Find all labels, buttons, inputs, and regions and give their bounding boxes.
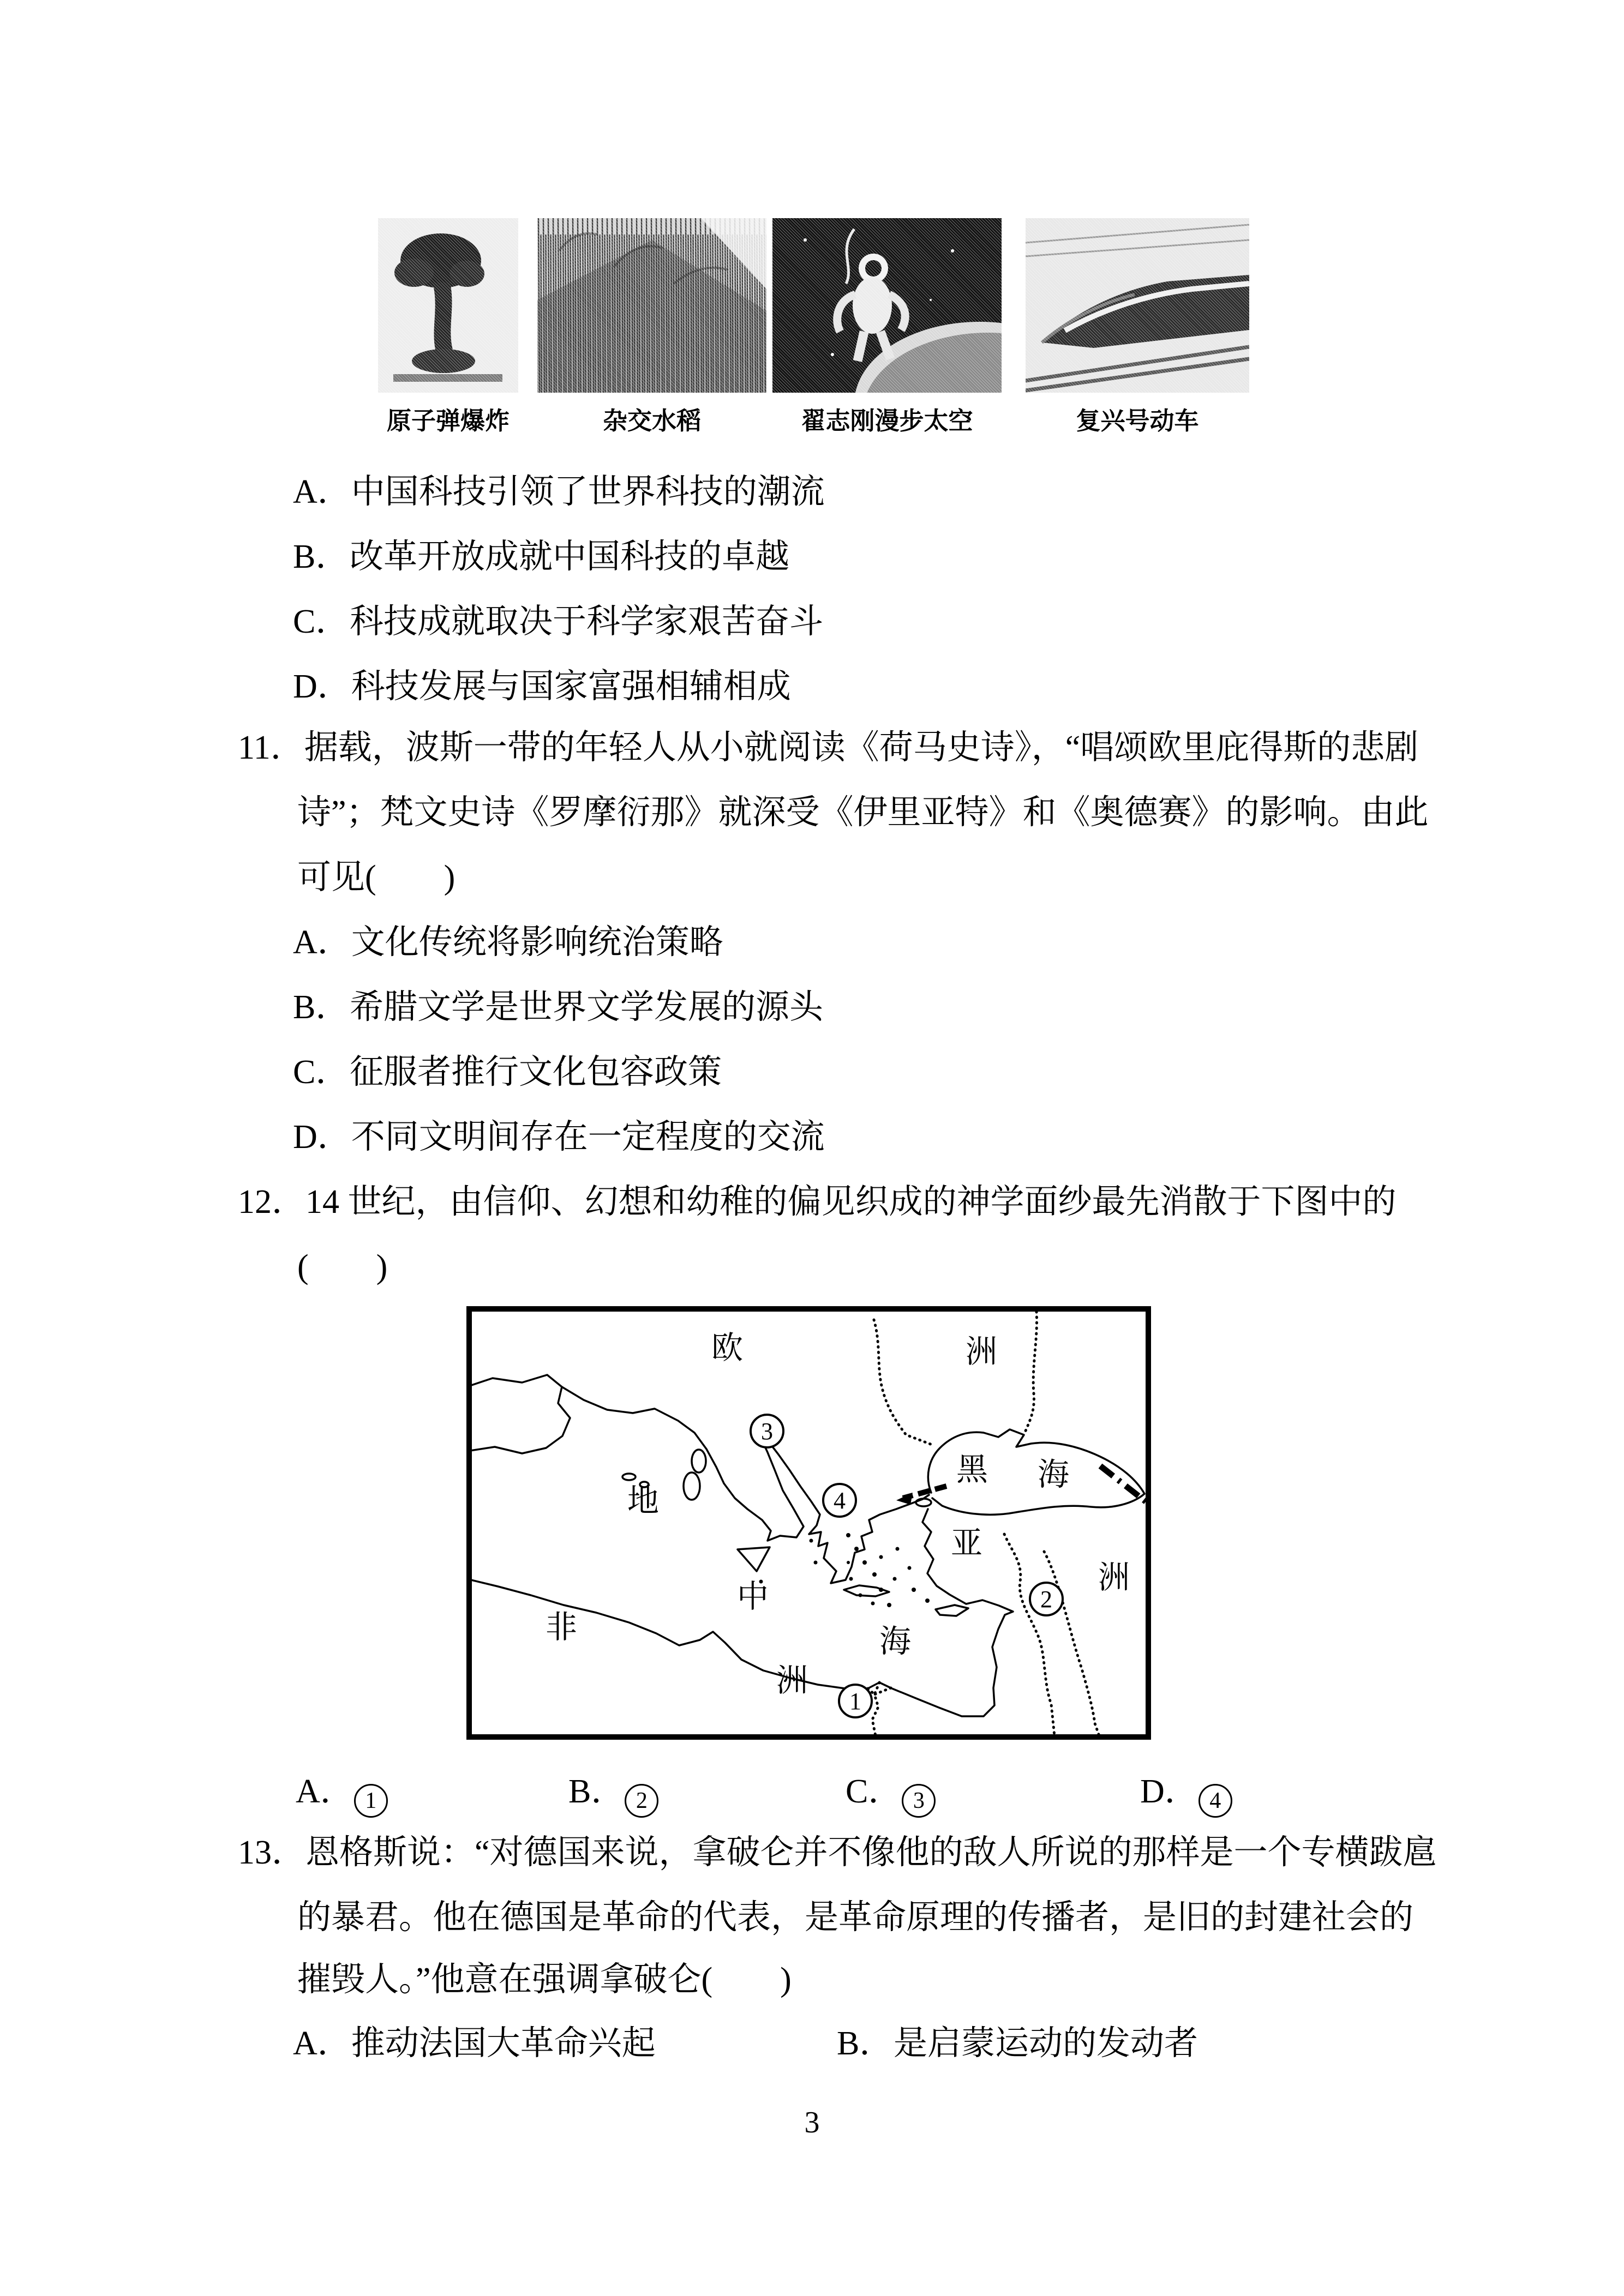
photo-caption: 杂交水稻 [602, 407, 701, 435]
question12-option-b [568, 1772, 658, 1818]
option-label: A． [293, 473, 351, 510]
map-label-blacksea-2: 海 [1037, 1457, 1070, 1492]
astronaut-spacewalk-illustration [772, 218, 1002, 393]
option-label: C． [293, 603, 350, 640]
question11-line2: 诗”；梵文史诗《罗摩衍那》就深受《伊里亚特》和《奥德赛》的影响。由此 [297, 794, 1429, 831]
option-label: B． [568, 1773, 625, 1810]
map-label-africa-1: 非 [545, 1609, 578, 1645]
question12-option-d [1140, 1772, 1232, 1818]
question12-option-a [296, 1772, 388, 1818]
option-label: B． [293, 538, 350, 575]
option-text: 希腊文学是世界文学发展的源头 [350, 989, 824, 1026]
option-text: 改革开放成就中国科技的卓越 [350, 538, 790, 575]
option-label: C． [293, 1054, 350, 1091]
map-marker-2: 2 [1040, 1586, 1052, 1613]
bullet-train-illustration [1026, 218, 1249, 393]
mushroom-cloud-illustration [378, 218, 518, 393]
option-label: B． [837, 2025, 894, 2062]
option-text: 科技发展与国家富强相辅相成 [351, 668, 791, 705]
question-number: 12． [238, 1183, 306, 1221]
photo-caption: 翟志刚漫步太空 [801, 407, 973, 435]
option-label: D． [293, 1119, 351, 1156]
question-number: 13． [238, 1834, 306, 1871]
question11-line3: 可见( ) [297, 859, 456, 896]
rice-field-illustration [537, 218, 766, 393]
mediterranean-map [466, 1306, 1151, 1740]
option-text: 推动法国大革命兴起 [351, 2025, 656, 2062]
photo-caption: 原子弹爆炸 [386, 407, 510, 435]
question-number: 11． [238, 729, 304, 766]
question10-option-d [293, 668, 791, 706]
circled-4-icon: 4 [1198, 1784, 1232, 1818]
option-label: D． [1140, 1773, 1198, 1810]
option-text: 不同文明间存在一定程度的交流 [351, 1119, 825, 1156]
question11-option-c [293, 1053, 722, 1092]
circled-1-icon: 1 [354, 1784, 388, 1818]
question11-option-a [293, 923, 723, 962]
question-text: 恩格斯说：“对德国来说，拿破仑并不像他的敌人所说的那样是一个专横跋扈 [305, 1834, 1437, 1871]
mushroom-cloud-photo [378, 218, 518, 393]
rice-field-photo [537, 218, 766, 393]
option-text: 中国科技引领了世界科技的潮流 [351, 473, 825, 510]
map-label-med-2: 中 [736, 1579, 769, 1614]
option-label: A． [293, 2025, 351, 2062]
question12-line1 [238, 1183, 1397, 1222]
map-label-asia-2: 洲 [1098, 1560, 1130, 1595]
question11-option-d [293, 1118, 825, 1157]
map-label-europe-2: 洲 [965, 1334, 998, 1369]
option-text: 是启蒙运动的发动者 [894, 2025, 1198, 2062]
option-label: A． [296, 1773, 354, 1810]
circled-3-icon: 3 [902, 1784, 936, 1818]
question10-option-c [293, 603, 823, 641]
bullet-train-photo [1026, 218, 1249, 393]
map-label-med-1: 地 [627, 1483, 660, 1518]
option-text: 文化传统将影响统治策略 [351, 924, 723, 961]
question12-line2: ( ) [297, 1248, 388, 1285]
question12-option-c [846, 1772, 936, 1818]
map-label-blacksea-1: 黑 [956, 1452, 988, 1487]
map-label-asia-1: 亚 [950, 1525, 983, 1561]
question10-option-a [293, 473, 825, 512]
question11-option-b [293, 988, 823, 1027]
question13-option-a [293, 2024, 656, 2063]
map-label-europe-1: 欧 [711, 1330, 744, 1366]
question10-option-b [293, 538, 789, 576]
question11-line1 [238, 729, 1418, 767]
mediterranean-map-svg [466, 1306, 1151, 1740]
question13-option-b [837, 2024, 1198, 2063]
option-text: 征服者推行文化包容政策 [350, 1054, 722, 1091]
circled-2-icon: 2 [625, 1784, 658, 1818]
map-label-africa-2: 洲 [776, 1663, 808, 1698]
question13-line1 [238, 1834, 1437, 1872]
map-marker-3: 3 [761, 1418, 773, 1445]
page-number: 3 [804, 2106, 820, 2139]
question13-line3: 摧毁人。”他意在强调拿破仑( ) [297, 1961, 792, 1998]
option-text: 科技成就取决于科学家艰苦奋斗 [350, 603, 824, 640]
map-label-med-3: 海 [879, 1624, 912, 1659]
astronaut-spacewalk-photo [772, 218, 1002, 393]
option-label: C． [846, 1773, 902, 1810]
question13-line2: 的暴君。他在德国是革命的代表，是革命原理的传播者，是旧的封建社会的 [297, 1899, 1414, 1936]
question-text: 据载，波斯一带的年轻人从小就阅读《荷马史诗》，“唱颂欧里庇得斯的悲剧 [304, 729, 1419, 766]
question-text: 14 世纪，由信仰、幻想和幼稚的偏见织成的神学面纱最先消散于下图中的 [305, 1183, 1397, 1221]
option-label: A． [293, 924, 351, 961]
map-marker-1: 1 [849, 1688, 861, 1715]
option-label: D． [293, 668, 351, 705]
option-label: B． [293, 989, 350, 1026]
photo-caption: 复兴号动车 [1076, 407, 1199, 435]
map-marker-4: 4 [834, 1487, 846, 1514]
